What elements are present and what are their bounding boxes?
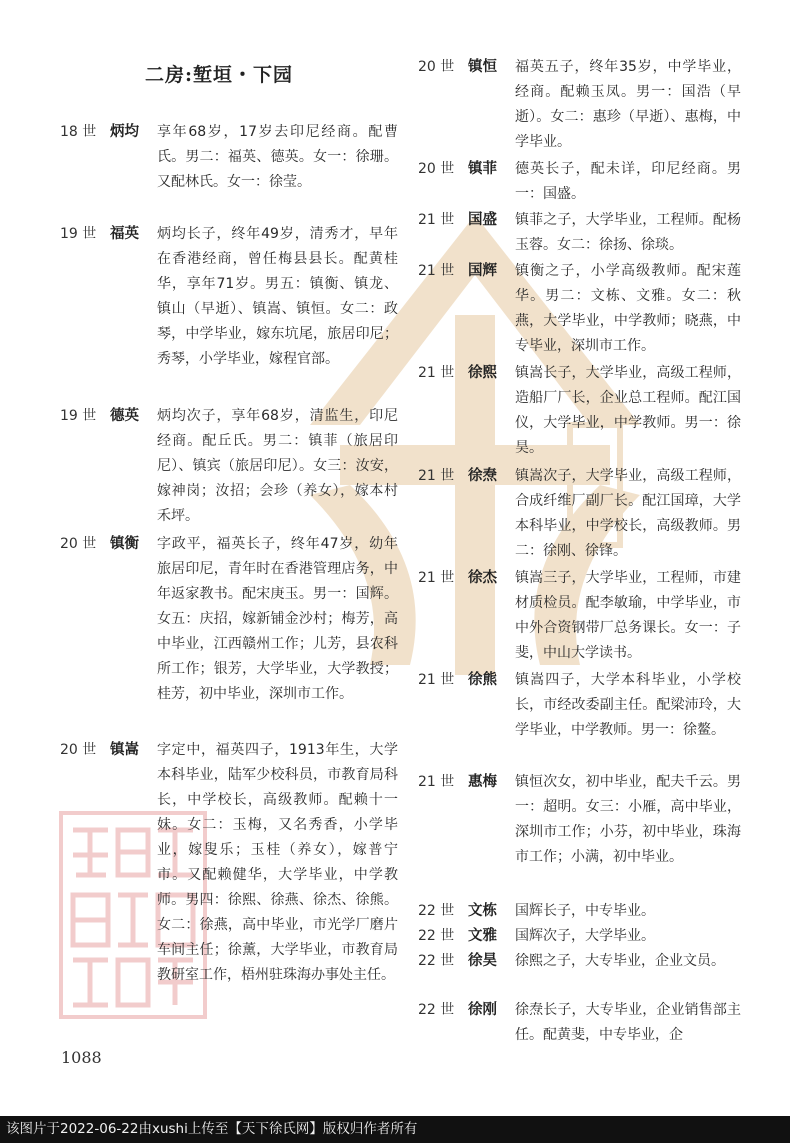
person-name: 徐熙 <box>468 365 497 381</box>
entry <box>418 55 741 155</box>
person-name: 德英 <box>110 408 139 424</box>
person-name: 国辉 <box>468 263 497 279</box>
entry <box>60 404 398 529</box>
generation-label: 21 世 <box>418 263 455 279</box>
entry <box>418 949 741 974</box>
entry-text: 徐熙之子，大专毕业，企业文员。 <box>515 953 725 969</box>
upload-notice-bar: 该图片于2022-06-22由xushi上传至【天下徐氏网】版权归作者所有 <box>0 1116 790 1143</box>
generation-label: 22 世 <box>418 953 455 969</box>
generation-label: 22 世 <box>418 1002 455 1018</box>
person-name: 徐熊 <box>468 672 497 688</box>
entry-text: 徐焘长子，大专毕业，企业销售部主任。配黄斐，中专毕业，企 <box>515 1002 741 1043</box>
entry <box>418 208 741 258</box>
generation-label: 19 世 <box>60 226 97 242</box>
person-name: 炳均 <box>110 124 139 140</box>
generation-label: 20 世 <box>60 536 97 552</box>
entry <box>60 222 398 372</box>
generation-label: 20 世 <box>60 742 97 758</box>
entry-text: 德英长子，配未详，印尼经商。男一：国盛。 <box>515 161 741 202</box>
generation-label: 18 世 <box>60 124 97 140</box>
person-name: 镇衡 <box>110 536 139 552</box>
person-name: 福英 <box>110 226 139 242</box>
person-name: 徐昊 <box>468 953 497 969</box>
person-name: 镇菲 <box>468 161 497 177</box>
entry <box>60 120 398 195</box>
entry <box>418 566 741 666</box>
entry <box>418 899 741 924</box>
entry-text: 镇恒次女，初中毕业，配夫千云。男一：超明。女三：小雁，高中毕业，深圳市工作；小芬，初中毕业，珠海市工作；小满，初中毕业。 <box>515 774 741 865</box>
person-name: 徐杰 <box>468 570 497 586</box>
entry-text: 镇嵩三子，大学毕业，工程师，市建材质检员。配李敏瑜，中学毕业，市中外合资钢带厂总务课长。女一：子斐，中山大学读书。 <box>515 570 741 661</box>
person-name: 镇嵩 <box>110 742 139 758</box>
person-name: 徐焘 <box>468 468 497 484</box>
generation-label: 21 世 <box>418 570 455 586</box>
generation-label: 22 世 <box>418 928 455 944</box>
entry-text: 炳均次子，享年68岁，清监生，印尼经商。配丘氏。男二：镇菲（旅居印尼）、镇宾（旅居印尼）。女三：汝安，嫁神岗；汝招；会珍（养女），嫁本村禾坪。 <box>157 408 398 524</box>
entry <box>418 998 741 1048</box>
entry <box>60 532 398 707</box>
generation-label: 21 世 <box>418 212 455 228</box>
person-name: 文栋 <box>468 903 497 919</box>
generation-label: 20 世 <box>418 161 455 177</box>
entry-text: 国辉次子，大学毕业。 <box>515 928 655 944</box>
generation-label: 19 世 <box>60 408 97 424</box>
entry <box>418 924 741 949</box>
entry <box>418 259 741 359</box>
entry <box>418 770 741 870</box>
person-name: 镇恒 <box>468 59 497 75</box>
page-number: 1088 <box>61 1048 102 1067</box>
entry <box>60 738 398 988</box>
generation-label: 21 世 <box>418 774 455 790</box>
entry-text: 国辉长子，中专毕业。 <box>515 903 655 919</box>
entry-text: 字政平，福英长子，终年47岁，幼年旅居印尼，青年时在香港管理店务，中年返家教书。配宋庚玉。男一：国辉。女五：庆招，嫁新铺金沙村；梅芳，高中毕业，江西赣州工作；儿芳，县农科所工作；银芳，大学毕业，大学教授；桂芳，初中毕业，深圳市工作。 <box>157 536 398 702</box>
generation-label: 21 世 <box>418 365 455 381</box>
generation-label: 21 世 <box>418 468 455 484</box>
person-name: 惠梅 <box>468 774 497 790</box>
generation-label: 22 世 <box>418 903 455 919</box>
entry-text: 字定中，福英四子，1913年生，大学本科毕业，陆军少校科员，市教育局科长，中学校长，高级教师。配赖十一妹。女二：玉梅，又名秀香，小学毕业，嫁叟乐；玉桂（养女），嫁普宁市。又配赖健华，大学毕业，中学教师。男四：徐熙、徐燕、徐杰、徐熊。女二：徐燕，高中毕业，市光学厂磨片车间主任；徐薰，大学毕业，市教育局教研室工作，梧州驻珠海办事处主任。 <box>157 742 398 983</box>
section-title: 二房:堑垣・下园 <box>145 64 294 86</box>
person-name: 文雅 <box>468 928 497 944</box>
entry <box>418 157 741 207</box>
person-name: 国盛 <box>468 212 497 228</box>
entry <box>418 361 741 461</box>
generation-label: 21 世 <box>418 672 455 688</box>
entry-text: 享年68岁，17岁去印尼经商。配曹氏。男二：福英、德英。女一：徐珊。又配林氏。女一：徐莹。 <box>157 124 398 190</box>
entry <box>418 668 741 743</box>
entry-text: 镇嵩四子，大学本科毕业，小学校长，市经改委副主任。配梁沛玲，大学毕业，中学教师。男一：徐鳌。 <box>515 672 741 738</box>
entry <box>418 464 741 564</box>
entry-text: 镇嵩长子，大学毕业，高级工程师，造船厂厂长，企业总工程师。配江国仪，大学毕业，中学教师。男一：徐昊。 <box>515 365 741 456</box>
entry-text: 镇嵩次子，大学毕业，高级工程师，合成纤维厂副厂长。配江国璋，大学本科毕业，中学校长，高级教师。男二：徐刚、徐锋。 <box>515 468 741 559</box>
generation-label: 20 世 <box>418 59 455 75</box>
entry-text: 炳均长子，终年49岁，清秀才，早年在香港经商，曾任梅县县长。配黄桂华，享年71岁。男五：镇衡、镇龙、镇山（早逝）、镇嵩、镇恒。女二：政琴，中学毕业，嫁东坑尾，旅居印尼；秀琴，小学毕业，嫁程官部。 <box>157 226 398 367</box>
entry-text: 镇衡之子，小学高级教师。配宋莲华。男二：文栋、文雅。女二：秋燕，大学毕业，中学教师；晓燕，中专毕业，深圳市工作。 <box>515 263 741 354</box>
person-name: 徐刚 <box>468 1002 497 1018</box>
entry-text: 福英五子，终年35岁，中学毕业，经商。配赖玉凤。男一：国浩（早逝）。女二：惠珍（早逝）、惠梅，中学毕业。 <box>515 59 741 150</box>
entry-text: 镇菲之子，大学毕业，工程师。配杨玉蓉。女二：徐扬、徐琰。 <box>515 212 741 253</box>
